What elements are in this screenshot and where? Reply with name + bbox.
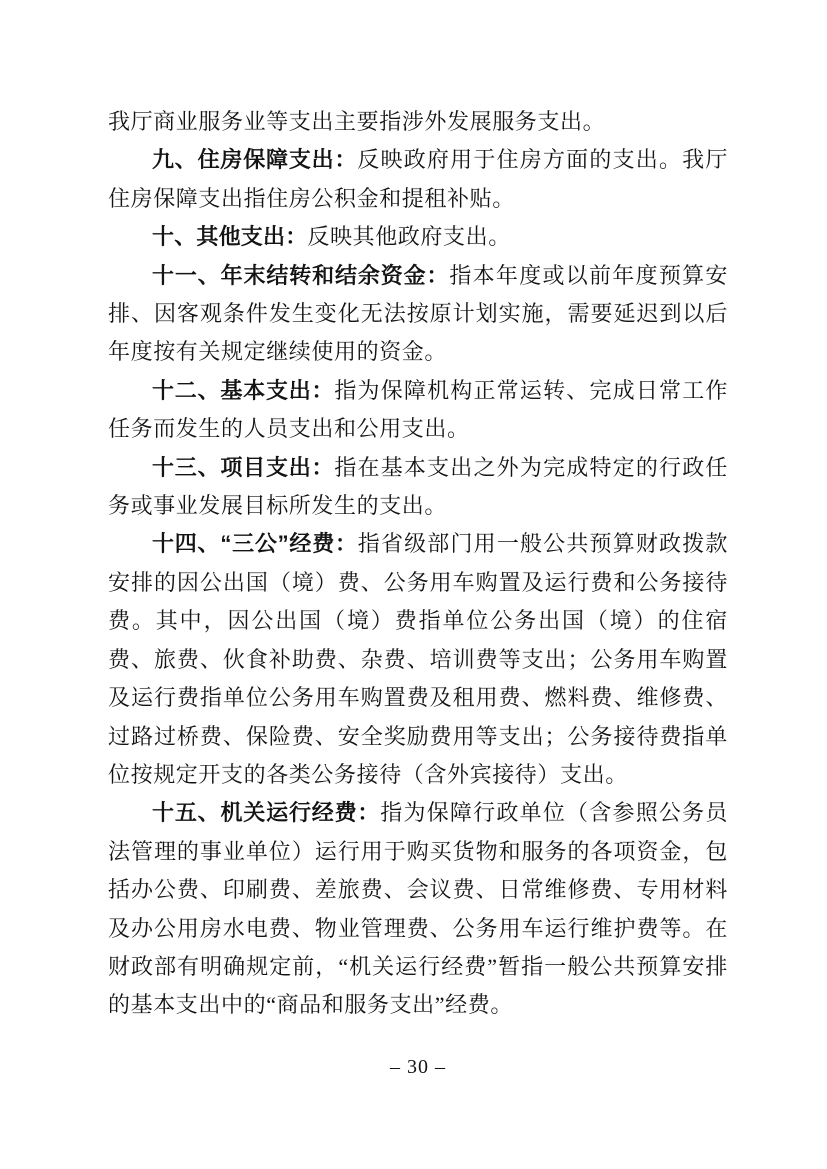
page-number: – 30 – [390,1056,446,1078]
document-body [108,103,728,1025]
term-definition: 反映政府用于住房方面的支出。我厅住房保障支出指住房公积金和提租补贴。 [108,147,728,211]
term-definition: 指在基本支出之外为完成特定的行政任务或事业发展目标所发生的支出。 [108,454,729,519]
page-footer [108,1056,728,1079]
term-heading-housing: 九、住房保障支出： [152,147,358,173]
paragraph-term-10 [108,218,728,256]
term-definition: 指为保障机构正常运转、完成日常工作任务而发生的人员支出和公用支出。 [108,377,729,442]
paragraph-term-14 [108,525,728,794]
term-heading-project-expenditure: 十三、项目支出： [152,454,335,480]
term-definition: 指为保障行政单位（含参照公务员法管理的事业单位）运行用于购买货物和服务的各项资金，包括办公费、印刷费、差旅费、会议费、日常维修费、专用材料及办公用房水电费、物业管理费、公务用车运行维护费等。在财政部有明确规定前，“机关运行经费”暂指一般公共预算安排的基本支出中的“商品和服务支出”经费。 [108,800,728,1018]
paragraph-text: 我厅商业服务业等支出主要指涉外发展服务支出。 [108,109,606,134]
term-heading-basic-expenditure: 十二、基本支出： [152,377,335,403]
paragraph-term-15 [108,794,728,1024]
paragraph-term-13 [108,449,728,526]
term-definition: 指省级部门用一般公共预算财政拨款安排的因公出国（境）费、公务用车购置及运行费和公务接待费。其中，因公出国（境）费指单位公务出国（境）的住宿费、旅费、伙食补助费、杂费、培训费等支出；公务用车购置及运行费指单位公务用车购置费及租用费、燃料费、维修费、过路过桥费、保险费、安全奖励费用等支出；公务接待费指单位按规定开支的各类公务接待（含外宾接待）支出。 [108,531,728,787]
paragraph-continuation [108,103,728,141]
term-definition: 反映其他政府支出。 [307,224,511,250]
term-heading-other: 十、其他支出： [152,224,308,250]
term-heading-three-public-funds: 十四、“三公”经费： [152,531,358,557]
term-heading-agency-operating-funds: 十五、机关运行经费： [152,800,381,826]
term-heading-carryover-funds: 十一、年末结转和结余资金： [152,262,450,288]
paragraph-term-11 [108,257,728,372]
term-definition: 指本年度或以前年度预算安排、因客观条件发生变化无法按原计划实施，需要延迟到以后年度按有关规定继续使用的资金。 [108,262,728,365]
paragraph-term-9 [108,141,728,218]
paragraph-term-12 [108,372,728,449]
